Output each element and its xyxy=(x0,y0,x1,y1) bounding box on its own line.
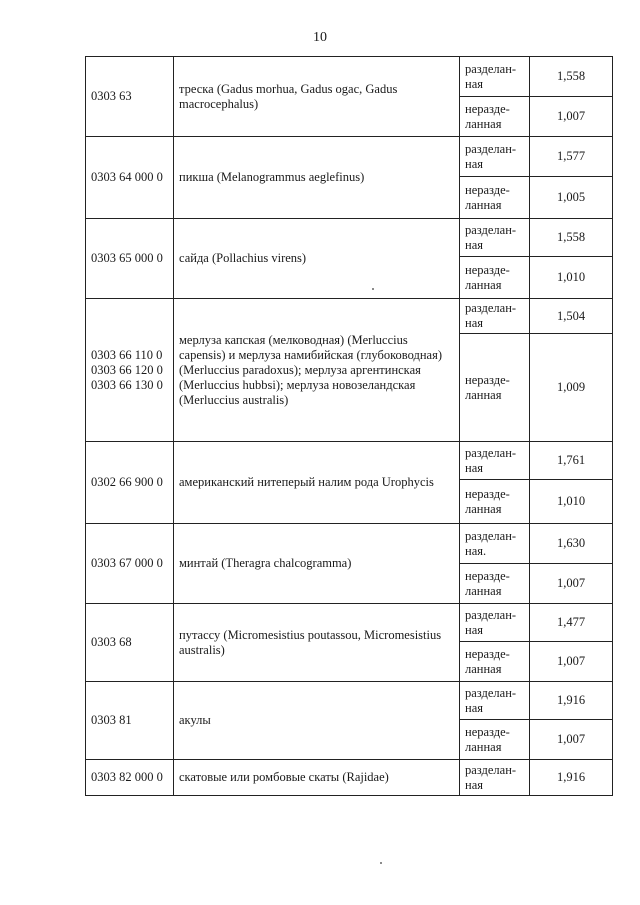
processing-type-cut: разделан- ная xyxy=(460,299,530,334)
coefficient-cut: 1,504 xyxy=(530,299,613,334)
product-name-cell: американский нитеперый налим рода Urophycis xyxy=(174,442,460,524)
processing-type-cut: разделан- ная xyxy=(460,604,530,642)
coefficient-cut: 1,916 xyxy=(530,682,613,720)
coefficient-uncut: 1,010 xyxy=(530,480,613,524)
product-name-cell: сайда (Pollachius virens) xyxy=(174,219,460,299)
processing-type-uncut: неразде- ланная xyxy=(460,334,530,442)
coefficient-cut: 1,558 xyxy=(530,219,613,257)
coefficient-uncut: 1,007 xyxy=(530,642,613,682)
coefficient-uncut: 1,007 xyxy=(530,720,613,760)
coefficient-cut: 1,558 xyxy=(530,57,613,97)
coefficient-cut: 1,761 xyxy=(530,442,613,480)
tnved-code-cell: 0303 67 000 0 xyxy=(86,524,174,604)
product-name-cell: скатовые или ромбовые скаты (Rajidae) xyxy=(174,760,460,796)
coefficient-cut: 1,916 xyxy=(530,760,613,796)
conversion-table xyxy=(85,56,613,796)
processing-type-cut: разделан- ная xyxy=(460,760,530,796)
table-row xyxy=(86,299,613,334)
tnved-code-cell: 0303 66 110 0 0303 66 120 0 0303 66 130 0 xyxy=(86,299,174,442)
table-row xyxy=(86,442,613,480)
page-number: 10 xyxy=(313,30,327,45)
tnved-code-cell: 0303 63 xyxy=(86,57,174,137)
tnved-code-cell: 0302 66 900 0 xyxy=(86,442,174,524)
processing-type-cut: разделан- ная. xyxy=(460,524,530,564)
table-row xyxy=(86,57,613,97)
product-name-cell: акулы xyxy=(174,682,460,760)
product-name-cell: треска (Gadus morhua, Gadus ogac, Gadus macrocephalus) xyxy=(174,57,460,137)
tnved-code-cell: 0303 82 000 0 xyxy=(86,760,174,796)
processing-type-uncut: неразде- ланная xyxy=(460,642,530,682)
coefficient-uncut: 1,007 xyxy=(530,97,613,137)
coefficient-cut: 1,577 xyxy=(530,137,613,177)
tnved-code-cell: 0303 64 000 0 xyxy=(86,137,174,219)
processing-type-cut: разделан- ная xyxy=(460,442,530,480)
coefficient-uncut: 1,010 xyxy=(530,257,613,299)
processing-type-uncut: нераздe- ланная xyxy=(460,97,530,137)
scan-speck xyxy=(380,862,382,864)
coefficient-cut: 1,630 xyxy=(530,524,613,564)
processing-type-uncut: неразде- ланная xyxy=(460,177,530,219)
tnved-code-cell: 0303 68 xyxy=(86,604,174,682)
tnved-code-cell: 0303 65 000 0 xyxy=(86,219,174,299)
table-row xyxy=(86,524,613,564)
processing-type-cut: разделан- ная xyxy=(460,137,530,177)
processing-type-cut: разделан- ная xyxy=(460,219,530,257)
processing-type-uncut: неразде- ланная xyxy=(460,257,530,299)
table-body xyxy=(86,57,613,796)
product-name-cell: мерлуза капская (мелководная) (Merluccius capensis) и мерлуза намибийская (глубоководная) (Merluccius paradoxus); мерлуза аргентинская (Merluccius hubbsi); мерлуза новозеландская (Merluccius australis) xyxy=(174,299,460,442)
table-row xyxy=(86,219,613,257)
processing-type-cut: разделан- ная xyxy=(460,57,530,97)
processing-type-uncut: неразде- ланная xyxy=(460,480,530,524)
coefficient-cut: 1,477 xyxy=(530,604,613,642)
table-row xyxy=(86,137,613,177)
coefficient-uncut: 1,007 xyxy=(530,564,613,604)
processing-type-uncut: неразде- ланная xyxy=(460,564,530,604)
processing-type-cut: разделан- ная xyxy=(460,682,530,720)
tnved-code-cell: 0303 81 xyxy=(86,682,174,760)
product-name-cell: путассу (Micromesistius poutassou, Micromesistius australis) xyxy=(174,604,460,682)
coefficient-uncut: 1,009 xyxy=(530,334,613,442)
product-name-cell: пикша (Melanogrammus aeglefinus) xyxy=(174,137,460,219)
table-row xyxy=(86,760,613,796)
processing-type-uncut: неразде- ланная xyxy=(460,720,530,760)
coefficient-uncut: 1,005 xyxy=(530,177,613,219)
product-name-cell: минтай (Theragra chalcogramma) xyxy=(174,524,460,604)
table-row xyxy=(86,682,613,720)
scan-speck xyxy=(372,288,374,290)
table-row xyxy=(86,604,613,642)
